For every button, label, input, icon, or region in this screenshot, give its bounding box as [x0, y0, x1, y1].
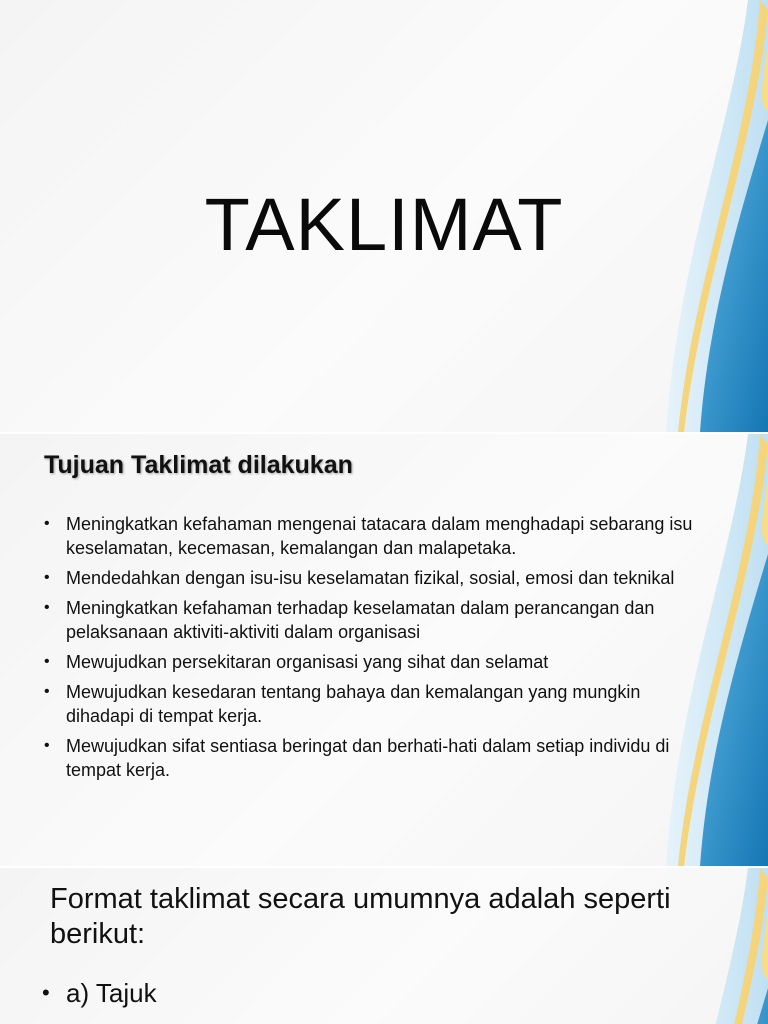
- list-item: [44, 512, 694, 560]
- bullet: •: [44, 569, 50, 586]
- list-item-text: Meningkatkan kefahaman mengenai tatacara dalam menghadapi sebarang isu keselamatan, kecemasan, kemalangan dan malapetaka.: [66, 514, 693, 558]
- list-item: [44, 650, 694, 674]
- bullet: •: [44, 515, 50, 532]
- slide-title: TAKLIMAT: [204, 183, 564, 266]
- list-item: [44, 734, 694, 782]
- slide-heading: Tujuan Taklimat dilakukan: [44, 451, 353, 479]
- bullet: •: [44, 599, 50, 616]
- objectives-slide: [0, 434, 768, 866]
- list-item: [44, 680, 694, 728]
- list-item-text: Mewujudkan sifat sentiasa beringat dan berhati-hati dalam setiap individu di tempat kerja.: [66, 736, 670, 780]
- list-item-text: Mewujudkan kesedaran tentang bahaya dan kemalangan yang mungkin dihadapi di tempat kerja.: [66, 682, 641, 726]
- list-item-text: Mewujudkan persekitaran organisasi yang sihat dan selamat: [66, 652, 549, 672]
- slide-heading: Format taklimat secara umumnya adalah seperti berikut:: [50, 883, 671, 950]
- bullet: •: [42, 980, 50, 1005]
- list-item: [44, 566, 694, 590]
- list-item-text: a) Tajuk: [66, 978, 157, 1008]
- title-slide: [0, 0, 768, 432]
- objectives-list: [44, 512, 694, 788]
- bullet: •: [44, 683, 50, 700]
- bullet: •: [44, 737, 50, 754]
- list-item-text: Mendedahkan dengan isu-isu keselamatan fizikal, sosial, emosi dan teknikal: [66, 568, 675, 588]
- list-item-text: Meningkatkan kefahaman terhadap keselamatan dalam perancangan dan pelaksanaan aktiviti-aktiviti dalam organisasi: [66, 598, 655, 642]
- bullet: •: [44, 653, 50, 670]
- list-item: [42, 978, 157, 1008]
- format-list: [42, 978, 157, 1024]
- format-slide: [0, 868, 768, 1024]
- list-item: [44, 596, 694, 644]
